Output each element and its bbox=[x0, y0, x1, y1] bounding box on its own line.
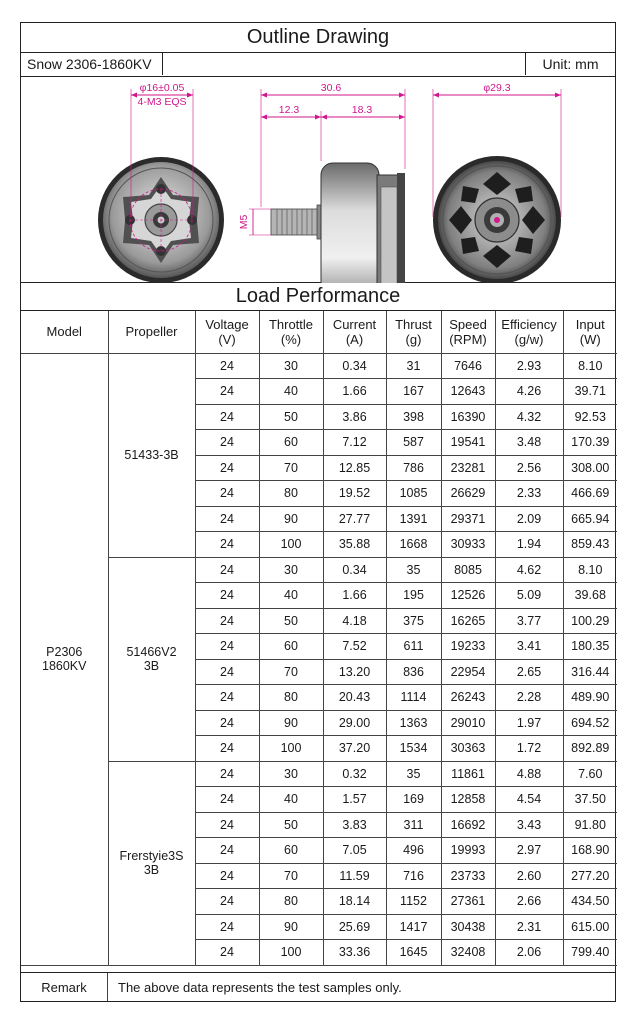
table-cell: 20.43 bbox=[323, 685, 386, 711]
table-cell: 611 bbox=[386, 634, 441, 660]
table-cell: 1.66 bbox=[323, 379, 386, 405]
table-cell: 277.20 bbox=[563, 863, 617, 889]
side-view bbox=[238, 82, 405, 283]
table-cell: 37.50 bbox=[563, 787, 617, 813]
table-cell: 1.72 bbox=[495, 736, 563, 762]
table-cell: 1363 bbox=[386, 710, 441, 736]
table-cell: 50 bbox=[259, 812, 323, 838]
table-cell: 24 bbox=[195, 659, 259, 685]
remark-row bbox=[21, 972, 615, 1001]
base-view bbox=[98, 82, 224, 283]
table-cell: 3.48 bbox=[495, 430, 563, 456]
table-cell: 3.43 bbox=[495, 812, 563, 838]
table-row bbox=[21, 353, 617, 379]
table-cell: 12.85 bbox=[323, 455, 386, 481]
table-cell: 23733 bbox=[441, 863, 495, 889]
column-header: Throttle (%) bbox=[259, 311, 323, 353]
table-cell: 16265 bbox=[441, 608, 495, 634]
table-cell: 24 bbox=[195, 353, 259, 379]
table-cell: 170.39 bbox=[563, 430, 617, 456]
table-cell: 60 bbox=[259, 634, 323, 660]
table-cell: 80 bbox=[259, 685, 323, 711]
table-cell: 665.94 bbox=[563, 506, 617, 532]
table-cell: 398 bbox=[386, 404, 441, 430]
column-header: Propeller bbox=[108, 311, 195, 353]
table-cell: 587 bbox=[386, 430, 441, 456]
table-cell: 60 bbox=[259, 838, 323, 864]
table-cell: 8.10 bbox=[563, 353, 617, 379]
table-cell: 90 bbox=[259, 506, 323, 532]
table-cell: 13.20 bbox=[323, 659, 386, 685]
table-cell: 24 bbox=[195, 506, 259, 532]
table-cell: 12526 bbox=[441, 583, 495, 609]
table-cell: 24 bbox=[195, 685, 259, 711]
table-cell: 3.77 bbox=[495, 608, 563, 634]
table-cell: 24 bbox=[195, 557, 259, 583]
outline-drawing bbox=[21, 77, 615, 283]
table-cell: 40 bbox=[259, 379, 323, 405]
table-cell: 0.32 bbox=[323, 761, 386, 787]
table-cell: 167 bbox=[386, 379, 441, 405]
dim-bell-length: 18.3 bbox=[351, 104, 373, 116]
table-cell: 5.09 bbox=[495, 583, 563, 609]
table-cell: 892.89 bbox=[563, 736, 617, 762]
table-cell: 3.86 bbox=[323, 404, 386, 430]
table-cell: 50 bbox=[259, 608, 323, 634]
table-cell: 1391 bbox=[386, 506, 441, 532]
table-cell: 29010 bbox=[441, 710, 495, 736]
table-cell: 30933 bbox=[441, 532, 495, 558]
table-cell: 24 bbox=[195, 761, 259, 787]
table-cell: 24 bbox=[195, 863, 259, 889]
column-header: Model bbox=[21, 311, 108, 353]
table-cell: 100 bbox=[259, 532, 323, 558]
table-cell: 92.53 bbox=[563, 404, 617, 430]
table-cell: 4.62 bbox=[495, 557, 563, 583]
table-cell: 169 bbox=[386, 787, 441, 813]
column-header: Speed (RPM) bbox=[441, 311, 495, 353]
table-cell: 1.66 bbox=[323, 583, 386, 609]
table-cell: 316.44 bbox=[563, 659, 617, 685]
table-cell: 375 bbox=[386, 608, 441, 634]
load-performance-table bbox=[21, 311, 617, 966]
table-cell: 2.56 bbox=[495, 455, 563, 481]
table-cell: 80 bbox=[259, 481, 323, 507]
table-cell: 2.97 bbox=[495, 838, 563, 864]
table-cell: 70 bbox=[259, 863, 323, 889]
table-cell: 8.10 bbox=[563, 557, 617, 583]
table-cell: 39.68 bbox=[563, 583, 617, 609]
table-cell: 168.90 bbox=[563, 838, 617, 864]
table-cell: 100 bbox=[259, 736, 323, 762]
table-cell: 0.34 bbox=[323, 353, 386, 379]
table-cell: 80 bbox=[259, 889, 323, 915]
table-cell: 16692 bbox=[441, 812, 495, 838]
column-header: Current (A) bbox=[323, 311, 386, 353]
table-cell: 24 bbox=[195, 812, 259, 838]
top-view bbox=[433, 82, 561, 283]
table-cell: 22954 bbox=[441, 659, 495, 685]
table-header-row bbox=[21, 311, 617, 353]
table-cell: 19541 bbox=[441, 430, 495, 456]
table-cell: 7.05 bbox=[323, 838, 386, 864]
table-cell: 1417 bbox=[386, 914, 441, 940]
dim-hole-dia: φ16±0.05 bbox=[139, 82, 185, 94]
table-cell: 25.69 bbox=[323, 914, 386, 940]
table-cell: 2.31 bbox=[495, 914, 563, 940]
table-cell: 311 bbox=[386, 812, 441, 838]
table-cell: 30 bbox=[259, 761, 323, 787]
dim-outer-dia: φ29.3 bbox=[483, 82, 511, 94]
remark-label: Remark bbox=[21, 973, 108, 1001]
table-cell: 90 bbox=[259, 914, 323, 940]
remark-text: The above data represents the test samples only. bbox=[118, 979, 402, 995]
model-cell: P2306 1860KV bbox=[21, 353, 108, 965]
table-cell: 100 bbox=[259, 940, 323, 966]
table-cell: 1.57 bbox=[323, 787, 386, 813]
table-cell: 24 bbox=[195, 634, 259, 660]
table-cell: 23281 bbox=[441, 455, 495, 481]
table-cell: 7.52 bbox=[323, 634, 386, 660]
subtitle-row bbox=[21, 53, 615, 77]
table-cell: 24 bbox=[195, 404, 259, 430]
table-cell: 859.43 bbox=[563, 532, 617, 558]
table-body bbox=[21, 353, 617, 965]
table-cell: 24 bbox=[195, 914, 259, 940]
table-cell: 39.71 bbox=[563, 379, 617, 405]
table-cell: 24 bbox=[195, 532, 259, 558]
table-cell: 1534 bbox=[386, 736, 441, 762]
table-cell: 1114 bbox=[386, 685, 441, 711]
table-cell: 24 bbox=[195, 787, 259, 813]
table-cell: 434.50 bbox=[563, 889, 617, 915]
table-cell: 90 bbox=[259, 710, 323, 736]
table-cell: 30 bbox=[259, 353, 323, 379]
table-cell: 4.88 bbox=[495, 761, 563, 787]
table-cell: 91.80 bbox=[563, 812, 617, 838]
table-cell: 40 bbox=[259, 787, 323, 813]
table-cell: 4.32 bbox=[495, 404, 563, 430]
table-cell: 0.34 bbox=[323, 557, 386, 583]
outline-drawing-title: Outline Drawing bbox=[21, 23, 615, 53]
table-cell: 19233 bbox=[441, 634, 495, 660]
table-cell: 35.88 bbox=[323, 532, 386, 558]
table-cell: 615.00 bbox=[563, 914, 617, 940]
table-cell: 12858 bbox=[441, 787, 495, 813]
table-cell: 40 bbox=[259, 583, 323, 609]
table-cell: 1.97 bbox=[495, 710, 563, 736]
table-cell: 1668 bbox=[386, 532, 441, 558]
table-cell: 70 bbox=[259, 455, 323, 481]
propeller-cell: 51466V2 3B bbox=[108, 557, 195, 761]
table-cell: 24 bbox=[195, 940, 259, 966]
table-cell: 100.29 bbox=[563, 608, 617, 634]
table-cell: 29.00 bbox=[323, 710, 386, 736]
motor-drawing-svg bbox=[21, 77, 617, 283]
table-cell: 30363 bbox=[441, 736, 495, 762]
table-cell: 70 bbox=[259, 659, 323, 685]
propeller-cell: Frerstyie3S 3B bbox=[108, 761, 195, 965]
table-cell: 24 bbox=[195, 889, 259, 915]
table-cell: 35 bbox=[386, 761, 441, 787]
table-cell: 37.20 bbox=[323, 736, 386, 762]
table-cell: 2.33 bbox=[495, 481, 563, 507]
table-cell: 4.18 bbox=[323, 608, 386, 634]
table-cell: 33.36 bbox=[323, 940, 386, 966]
table-cell: 50 bbox=[259, 404, 323, 430]
table-cell: 7646 bbox=[441, 353, 495, 379]
table-cell: 18.14 bbox=[323, 889, 386, 915]
table-cell: 27361 bbox=[441, 889, 495, 915]
table-cell: 1085 bbox=[386, 481, 441, 507]
shaft-center-dot bbox=[494, 217, 500, 223]
table-cell: 24 bbox=[195, 481, 259, 507]
column-header: Thrust (g) bbox=[386, 311, 441, 353]
table-cell: 1.94 bbox=[495, 532, 563, 558]
propeller-cell: 51433-3B bbox=[108, 353, 195, 557]
table-cell: 24 bbox=[195, 455, 259, 481]
table-cell: 16390 bbox=[441, 404, 495, 430]
table-cell: 11.59 bbox=[323, 863, 386, 889]
table-cell: 2.65 bbox=[495, 659, 563, 685]
column-header: Efficiency (g/w) bbox=[495, 311, 563, 353]
table-cell: 24 bbox=[195, 710, 259, 736]
dim-shaft-thread: M5 bbox=[238, 214, 250, 230]
table-cell: 4.54 bbox=[495, 787, 563, 813]
table-cell: 24 bbox=[195, 608, 259, 634]
table-cell: 31 bbox=[386, 353, 441, 379]
table-cell: 24 bbox=[195, 838, 259, 864]
model-name: Snow 2306-1860KV bbox=[21, 53, 163, 75]
table-row bbox=[21, 761, 617, 787]
table-cell: 60 bbox=[259, 430, 323, 456]
spec-sheet bbox=[20, 22, 616, 1002]
motor-bell bbox=[321, 163, 379, 283]
table-cell: 30 bbox=[259, 557, 323, 583]
table-cell: 1645 bbox=[386, 940, 441, 966]
table-cell: 2.09 bbox=[495, 506, 563, 532]
table-cell: 2.66 bbox=[495, 889, 563, 915]
table-cell: 7.12 bbox=[323, 430, 386, 456]
table-cell: 24 bbox=[195, 430, 259, 456]
dim-total-length: 30.6 bbox=[320, 82, 342, 94]
table-cell: 694.52 bbox=[563, 710, 617, 736]
table-cell: 35 bbox=[386, 557, 441, 583]
table-cell: 11861 bbox=[441, 761, 495, 787]
table-cell: 2.93 bbox=[495, 353, 563, 379]
table-cell: 716 bbox=[386, 863, 441, 889]
table-cell: 12643 bbox=[441, 379, 495, 405]
column-header: Input (W) bbox=[563, 311, 617, 353]
table-cell: 24 bbox=[195, 736, 259, 762]
table-cell: 30438 bbox=[441, 914, 495, 940]
table-cell: 3.41 bbox=[495, 634, 563, 660]
table-cell: 27.77 bbox=[323, 506, 386, 532]
table-row bbox=[21, 557, 617, 583]
table-cell: 32408 bbox=[441, 940, 495, 966]
table-cell: 786 bbox=[386, 455, 441, 481]
table-cell: 4.26 bbox=[495, 379, 563, 405]
dim-screws: 4-M3 EQS bbox=[137, 96, 187, 108]
table-cell: 19993 bbox=[441, 838, 495, 864]
table-cell: 8085 bbox=[441, 557, 495, 583]
unit-label: Unit: mm bbox=[525, 53, 615, 75]
load-performance-title: Load Performance bbox=[21, 283, 615, 311]
table-cell: 3.83 bbox=[323, 812, 386, 838]
table-cell: 2.28 bbox=[495, 685, 563, 711]
table-cell: 26243 bbox=[441, 685, 495, 711]
table-cell: 308.00 bbox=[563, 455, 617, 481]
table-cell: 29371 bbox=[441, 506, 495, 532]
dim-shaft-length: 12.3 bbox=[278, 104, 300, 116]
table-cell: 2.06 bbox=[495, 940, 563, 966]
table-cell: 195 bbox=[386, 583, 441, 609]
table-cell: 7.60 bbox=[563, 761, 617, 787]
table-cell: 496 bbox=[386, 838, 441, 864]
table-cell: 466.69 bbox=[563, 481, 617, 507]
column-header: Voltage (V) bbox=[195, 311, 259, 353]
table-cell: 799.40 bbox=[563, 940, 617, 966]
table-cell: 24 bbox=[195, 379, 259, 405]
table-cell: 489.90 bbox=[563, 685, 617, 711]
table-cell: 1152 bbox=[386, 889, 441, 915]
table-cell: 24 bbox=[195, 583, 259, 609]
table-cell: 2.60 bbox=[495, 863, 563, 889]
table-cell: 19.52 bbox=[323, 481, 386, 507]
table-cell: 180.35 bbox=[563, 634, 617, 660]
table-cell: 836 bbox=[386, 659, 441, 685]
table-cell: 26629 bbox=[441, 481, 495, 507]
